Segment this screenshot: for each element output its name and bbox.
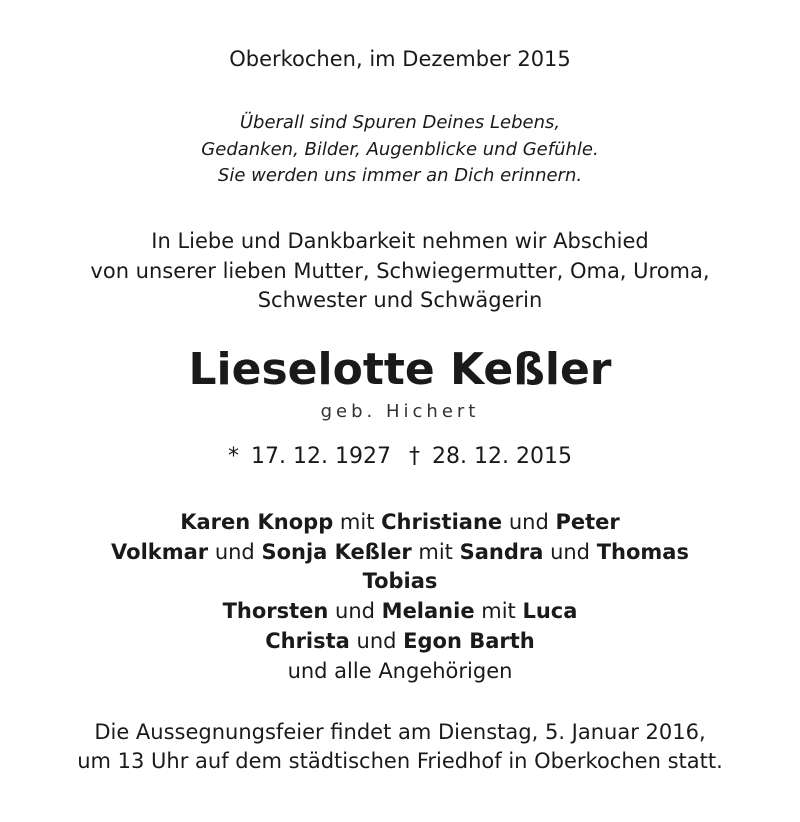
- family-name: Christiane: [381, 510, 503, 534]
- family-line: [0, 596, 800, 626]
- family-line: [0, 507, 800, 537]
- service-line: um 13 Uhr auf dem städtischen Friedhof in Oberkochen statt.: [77, 749, 723, 773]
- birth-date: 17. 12. 1927: [251, 444, 391, 469]
- family-name: Thorsten: [222, 599, 329, 623]
- intro-line: von unserer lieben Mutter, Schwiegermutter, Oma, Uroma,: [90, 259, 710, 283]
- family-name: Tobias: [362, 569, 438, 593]
- family-line: [0, 626, 800, 656]
- poem-line: Sie werden uns immer an Dich erinnern.: [217, 165, 583, 186]
- family-line: [0, 537, 800, 567]
- family-name: Melanie: [381, 599, 475, 623]
- family-line: [0, 566, 800, 596]
- family-name: Sonja Keßler: [261, 540, 412, 564]
- family-name: Karen Knopp: [180, 510, 334, 534]
- poem-line: Gedanken, Bilder, Augenblicke und Gefühle.: [201, 139, 599, 160]
- life-dates: [0, 441, 800, 473]
- birth-symbol: *: [228, 444, 240, 469]
- family-conjunction: mit: [333, 510, 382, 534]
- family-conjunction: und: [349, 629, 404, 653]
- family-closing: und alle Angehörigen: [287, 659, 513, 683]
- family-conjunction: mit: [411, 540, 460, 564]
- place-date: Oberkochen, im Dezember 2015: [229, 47, 571, 71]
- intro-line: Schwester und Schwägerin: [257, 288, 543, 312]
- family-conjunction: und: [328, 599, 382, 623]
- deceased-name: Lieselotte Keßler: [188, 344, 612, 395]
- death-symbol: †: [409, 444, 420, 469]
- family-conjunction: und: [208, 540, 262, 564]
- family-name: Luca: [522, 599, 578, 623]
- family-name: Sandra: [459, 540, 544, 564]
- family-name: Egon Barth: [403, 629, 535, 653]
- family-name: Volkmar: [111, 540, 209, 564]
- family-name: Peter: [555, 510, 620, 534]
- family-name: Christa: [265, 629, 350, 653]
- death-date: 28. 12. 2015: [432, 444, 572, 469]
- family-conjunction: mit: [474, 599, 523, 623]
- poem-line: Überall sind Spuren Deines Lebens,: [239, 112, 561, 133]
- family-conjunction: und: [502, 510, 556, 534]
- family-conjunction: und: [543, 540, 597, 564]
- intro-line: In Liebe und Dankbarkeit nehmen wir Abschied: [151, 229, 649, 253]
- family-name: Thomas: [596, 540, 689, 564]
- service-line: Die Aussegnungsfeier findet am Dienstag, 5. Januar 2016,: [94, 720, 706, 744]
- birth-name: geb. Hichert: [320, 401, 480, 422]
